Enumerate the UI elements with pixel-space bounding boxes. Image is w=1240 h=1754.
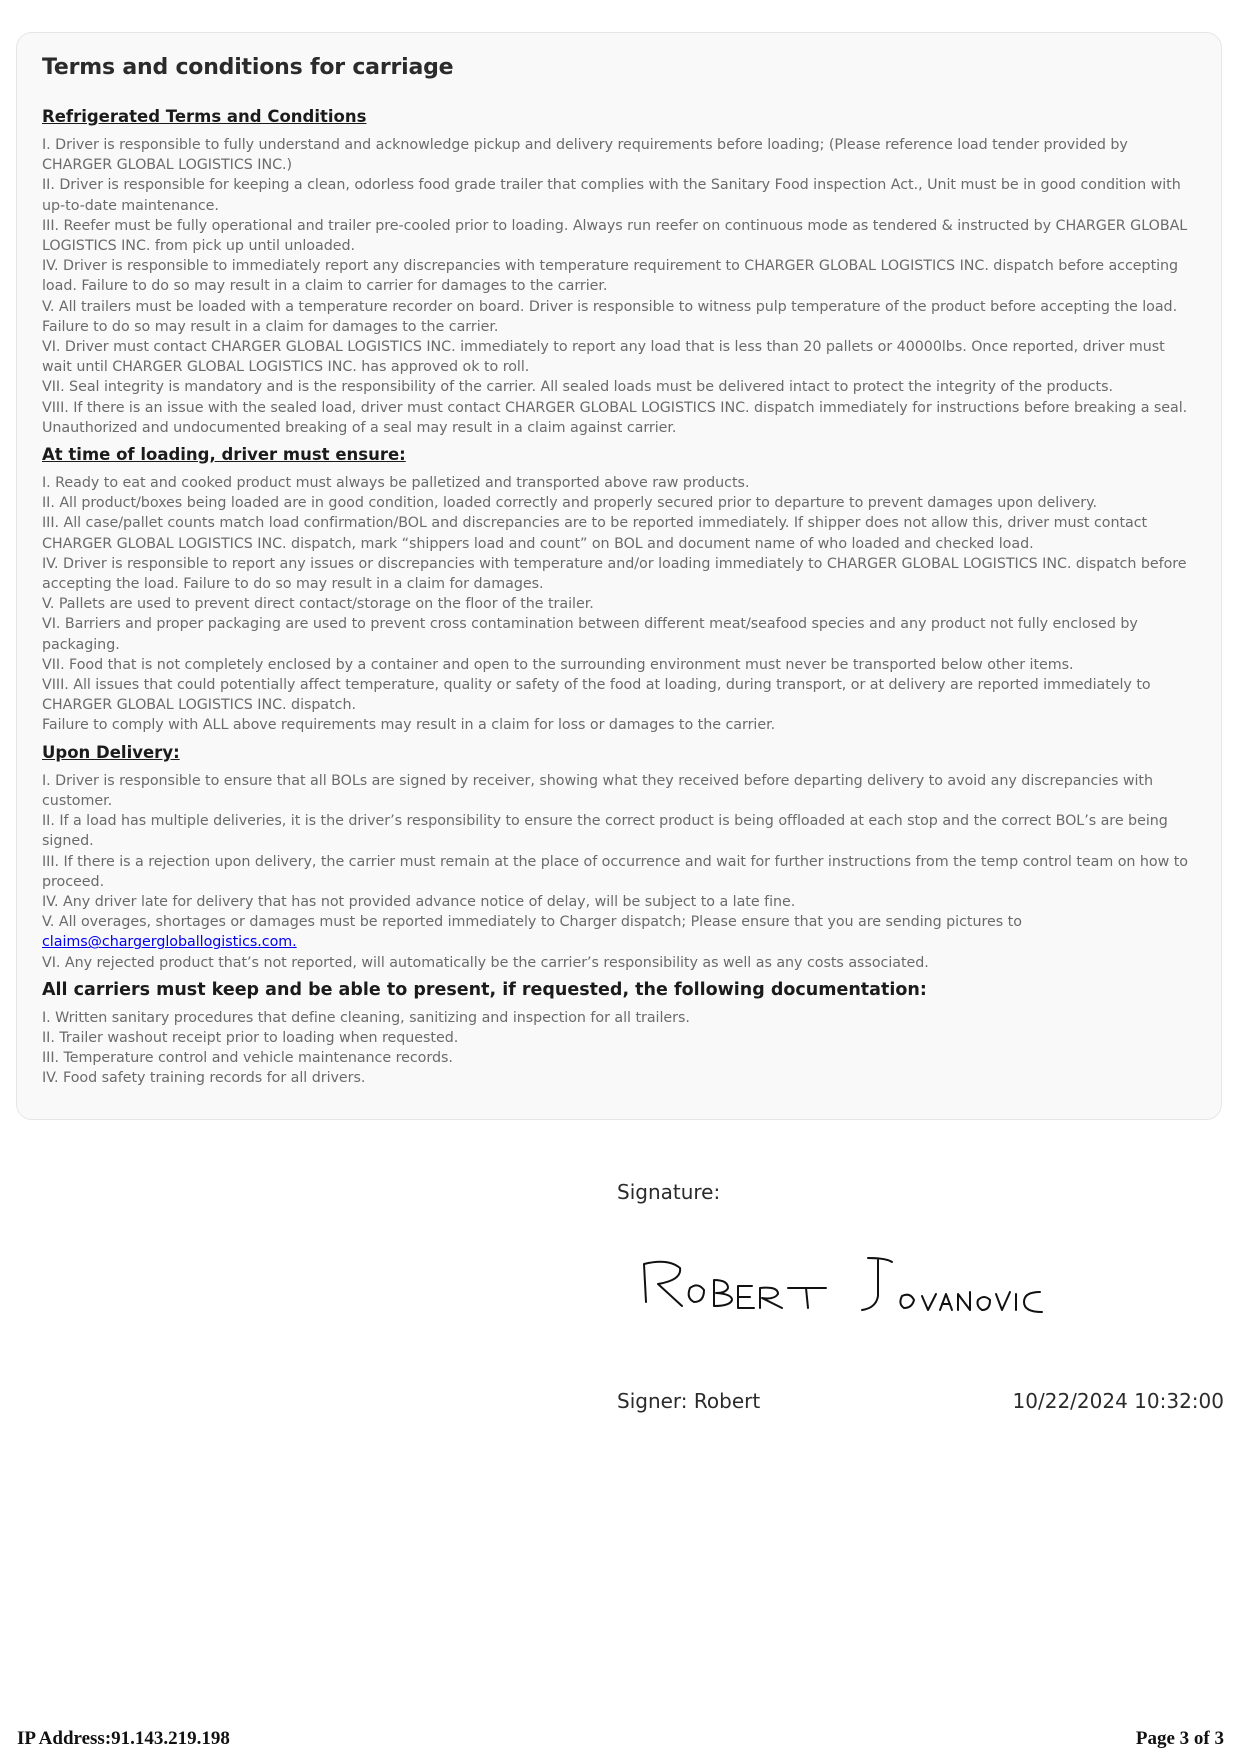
loading-requirements-heading: At time of loading, driver must ensure: — [42, 445, 406, 465]
signer-name: Signer: Robert — [617, 1389, 761, 1413]
delivery-term-4: IV. Any driver late for delivery that has not provided advance notice of delay, will be subject to a late fine. — [42, 893, 796, 910]
documentation-list — [42, 1008, 1196, 1089]
delivery-term-1: I. Driver is responsible to ensure that all BOLs are signed by receiver, showing what they received before departing delivery to avoid any discrepancies with customer. — [42, 772, 1153, 809]
delivery-term-5 — [42, 912, 1196, 952]
delivery-list — [42, 771, 1196, 973]
documentation-item-3: III. Temperature control and vehicle maintenance records. — [42, 1050, 453, 1067]
loading-requirement-7: VII. Food that is not completely enclosed by a container and open to the surrounding environment must never be transported below other items. — [42, 656, 1074, 673]
loading-requirement-1: I. Ready to eat and cooked product must always be palletized and transported above raw products. — [42, 475, 750, 492]
document-title: Terms and conditions for carriage — [42, 55, 454, 80]
documentation-item-4: IV. Food safety training records for all drivers. — [42, 1070, 366, 1087]
refrigerated-term-4: IV. Driver is responsible to immediately report any discrepancies with temperature requirement to CHARGER GLOBAL LOGISTICS INC. dispatch before accepting load. Failure to do so may result in a claim to carrier for damages to the carrier. — [42, 258, 1179, 295]
delivery-term-2: II. If a load has multiple deliveries, it is the driver’s responsibility to ensure the correct product is being offloaded at each stop and the correct BOL’s are being signed. — [42, 813, 1168, 850]
refrigerated-terms-heading: Refrigerated Terms and Conditions — [42, 107, 367, 126]
documentation-item-2: II. Trailer washout receipt prior to loading when requested. — [42, 1029, 459, 1046]
delivery-term-6: VI. Any rejected product that’s not reported, will automatically be the carrier’s responsibility as well as any costs associated. — [42, 954, 929, 971]
loading-requirement-6: VI. Barriers and proper packaging are used to prevent cross contamination between different meat/seafood species and any product not fully enclosed by packaging. — [42, 616, 1138, 653]
claims-email-link[interactable]: claims@chargergloballogistics.com. — [42, 934, 297, 951]
refrigerated-term-8: VIII. If there is an issue with the sealed load, driver must contact CHARGER GLOBAL LOGISTICS INC. dispatch immediately for instructions before breaking a seal. Unauthorized and undocumented breaking of a seal may result in a claim against carrier. — [42, 399, 1188, 436]
signature-timestamp: 10/22/2024 10:32:00 — [1012, 1389, 1224, 1413]
delivery-heading: Upon Delivery: — [42, 742, 180, 762]
delivery-term-3: III. If there is a rejection upon delivery, the carrier must remain at the place of occurrence and wait for further instructions from the temp control team on how to proceed. — [42, 853, 1189, 890]
loading-requirement-3: III. All case/pallet counts match load confirmation/BOL and discrepancies are to be reported immediately. If shipper does not allow this, driver must contact CHARGER GLOBAL LOGISTICS INC. dispatch, mark “shippers load and count” on BOL and document name of who loaded and checked load. — [42, 515, 1148, 552]
refrigerated-term-7: VII. Seal integrity is mandatory and is the responsibility of the carrier. All sealed loads must be delivered intact to protect the integrity of the products. — [42, 379, 1113, 396]
loading-requirement-5: V. Pallets are used to prevent direct contact/storage on the floor of the trailer. — [42, 596, 594, 613]
loading-requirement-4: IV. Driver is responsible to report any issues or discrepancies with temperature and/or loading immediately to CHARGER GLOBAL LOGISTICS INC. dispatch before accepting the load. Failure to do so may result in a claim for damages. — [42, 555, 1187, 593]
refrigerated-term-2: II. Driver is responsible for keeping a clean, odorless food grade trailer that complies with the Sanitary Food inspection Act., Unit must be in good condition with up-to-date maintenance. — [42, 177, 1181, 214]
refrigerated-terms-list — [42, 135, 1196, 438]
handwritten-signature — [640, 1250, 1060, 1330]
page-number: Page 3 of 3 — [1135, 1728, 1224, 1749]
documentation-heading: All carriers must keep and be able to present, if requested, the following documentation: — [42, 979, 927, 1000]
loading-requirement-8: VIII. All issues that could potentially affect temperature, quality or safety of the food at loading, during transport, or at delivery are reported immediately to CHARGER GLOBAL LOGISTICS INC. dispatch. — [42, 677, 1151, 714]
loading-requirements-list — [42, 473, 1196, 736]
loading-failure-note: Failure to comply with ALL above requirements may result in a claim for loss or damages to the carrier. — [42, 717, 776, 734]
refrigerated-term-1: I. Driver is responsible to fully understand and acknowledge pickup and delivery requirements before loading; (Please reference load tender provided by CHARGER GLOBAL LOGISTICS INC.) — [42, 137, 1128, 174]
loading-requirement-2: II. All product/boxes being loaded are in good condition, loaded correctly and properly secured prior to departure to prevent damages upon delivery. — [42, 495, 1097, 512]
refrigerated-term-5: V. All trailers must be loaded with a temperature recorder on board. Driver is responsible to witness pulp temperature of the product before accepting the load. Failure to do so may result in a claim for damages to the carrier. — [42, 298, 1178, 335]
documentation-item-1: I. Written sanitary procedures that define cleaning, sanitizing and inspection for all trailers. — [42, 1009, 690, 1026]
ip-address: IP Address:91.143.219.198 — [17, 1728, 230, 1749]
signature-label: Signature: — [617, 1180, 721, 1204]
refrigerated-term-6: VI. Driver must contact CHARGER GLOBAL LOGISTICS INC. immediately to report any load that is less than 20 pallets or 40000lbs. Once reported, driver must wait until CHARGER GLOBAL LOGISTICS INC. has approved ok to roll. — [42, 339, 1165, 376]
refrigerated-term-3: III. Reefer must be fully operational and trailer pre-cooled prior to loading. Always run reefer on continuous mode as tendered & instructed by CHARGER GLOBAL LOGISTICS INC. from pick up until unloaded. — [42, 217, 1188, 255]
overages-text: V. All overages, shortages or damages must be reported immediately to Charger dispatch; Please ensure that you are sending pictures to — [42, 914, 1022, 931]
terms-card — [16, 32, 1222, 1120]
